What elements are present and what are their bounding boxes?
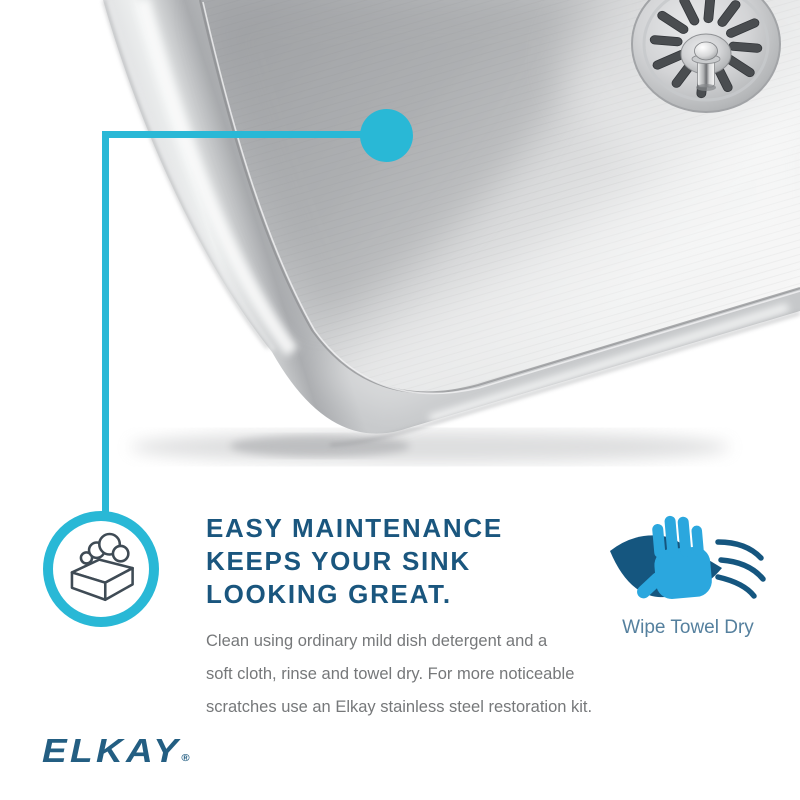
soap-sponge-icon bbox=[60, 528, 142, 610]
sink-shadow bbox=[130, 431, 730, 463]
headline-line-3: LOOKING GREAT. bbox=[206, 579, 452, 609]
body-line-3: scratches use an Elkay stainless steel restoration kit. bbox=[206, 698, 593, 716]
registered-trademark-icon: ® bbox=[181, 753, 190, 764]
headline-line-2: KEEPS YOUR SINK bbox=[206, 546, 471, 576]
body-line-1: Clean using ordinary mild dish detergent and a bbox=[206, 632, 548, 650]
wipe-towel-dry-icon bbox=[598, 496, 778, 613]
care-instruction-label: Wipe Towel Dry bbox=[622, 617, 754, 638]
body-text bbox=[206, 625, 592, 724]
headline-line-1: EASY MAINTENANCE bbox=[206, 513, 503, 543]
elkay-logo-text: ELKAY bbox=[42, 732, 182, 769]
headline bbox=[206, 512, 503, 611]
soap-badge bbox=[43, 511, 159, 627]
body-line-2: soft cloth, rinse and towel dry. For more noticeable bbox=[206, 665, 575, 683]
elkay-logo bbox=[42, 731, 190, 779]
motion-lines bbox=[718, 542, 763, 596]
callout-dot bbox=[360, 109, 413, 162]
callout-line-vertical bbox=[102, 131, 109, 512]
callout-line-horizontal bbox=[102, 131, 386, 138]
care-instruction bbox=[588, 496, 788, 640]
